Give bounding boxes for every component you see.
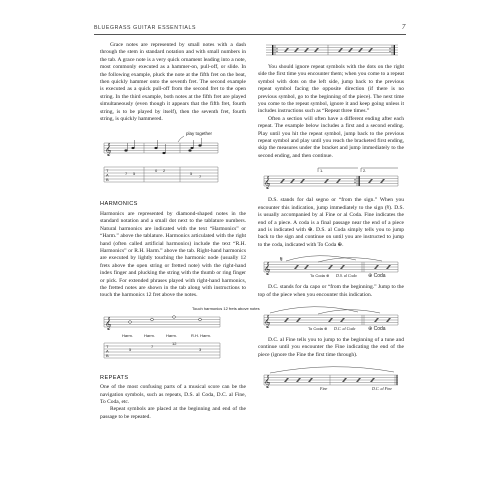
running-head — [94, 24, 406, 34]
ds-paragraph: D.S. stands for dal segno or “from the sign.” When you encounter this indication, jump immediately to the sign (𝄋). D.S. is usually accompanied by al Fine or al Coda. Fine indicates the end of a piece. A coda is a final passage near the end of a piece and is indicated with ⊕. D.S. al Coda simply tells you to jump back to the sign and continue on until you are instructed to jump to the coda, indicated with To Coda ⊕. — [258, 197, 404, 248]
treble-clef-icon: 𝄞 — [105, 317, 112, 330]
tab-letter-b: B — [106, 177, 109, 183]
dc-al-fine-notation — [258, 363, 404, 393]
tab-fret: 12 — [172, 340, 177, 346]
annotation-play-together: play together — [186, 131, 213, 137]
ds-al-coda-notation — [258, 252, 404, 280]
endings-example — [258, 164, 404, 194]
coda-jump-arc — [318, 310, 380, 314]
grace-notes-notation — [100, 129, 246, 195]
tab-fret: 7 — [151, 343, 154, 349]
harmonics-paragraph: Harmonics are represented by diamond-shaped notes in the standard notation and a small dot next to the tablature numbers. Natural harmonics are indicated with the text “Harmonics” or “Harm.” above the tablature. Harmonics articulated with the right hand (often called artificial harmonics) include the text “R.H. Harmonics” or R.H. Harm.” above the tab. Right-hand harmonics are executed by lightly touching the harmonic node (usually 12 frets above the open string or fretted note) with the right-hand index finger and plucking the string with the thumb or ring finger or pick. For extended phrases played with right-hand harmonics, the fretted notes are shown in the tab along with instructions to touch the harmonics 12 fret above the notes. — [100, 210, 246, 299]
staff-lines — [264, 375, 398, 385]
repeat-signs-example — [258, 42, 404, 58]
annotation-arrow — [178, 136, 184, 142]
tab-letter-a: A — [106, 172, 109, 178]
staff-lines — [104, 317, 220, 327]
repeat-signs-paragraph: You should ignore repeat symbols with the dots on the right side the first time you encounter them; when you come to a repeat symbol with dots on the left side, jump back to the previous repeat symbol facing the opposite direction (if there is no previous symbol, go to the beginning of the piece). The next time you come to the repeat symbol, ignore it and keep going unless it includes instructions such as “Repeat three times.” — [258, 64, 404, 115]
tab-fret: 7 — [199, 174, 202, 180]
first-ending-label: 1. — [320, 168, 324, 174]
left-column — [100, 42, 260, 421]
repeats-paragraph-2: Repeat symbols are placed at the beginning and end of the passage to be repeated. — [100, 406, 246, 420]
harmonic-label: Harm. — [122, 332, 133, 338]
first-ending-bracket — [318, 168, 358, 172]
treble-clef-icon: 𝄞 — [264, 315, 271, 328]
tab-fret: 7 — [125, 171, 128, 177]
harmonic-label: Harm. — [144, 332, 155, 338]
to-coda-label: To Coda ⊕ — [310, 273, 330, 279]
dc-al-fine-paragraph: D.C. al Fine tells you to jump to the beginning of a tune and continue until you encounter the Fine indicating the end of the piece (ignore the Fine the first time through). — [258, 336, 404, 358]
ds-jump-arc — [286, 256, 356, 261]
dc-paragraph: D.C. stands for da capo or “from the beginning.” Jump to the top of the piece when you encounter this indication. — [258, 284, 404, 298]
second-ending-bracket — [361, 168, 398, 172]
coda-jump-arc — [318, 258, 382, 262]
tab-lines — [104, 340, 220, 358]
tab-letter-t: T — [106, 343, 109, 349]
repeats-heading: REPEATS — [100, 374, 129, 381]
grace-notes-paragraph: Grace notes are represented by small notes with a dash through the stem in standard notation and with small numbers in the tab. A grace note is a very quick ornament leading into a note, most commonly executed as a hammer-on, pull-off, or slide. In the following example, pluck the note at the fifth fret on the beat, then quickly hammer onto the seventh fret. The second example is executed as a quick pull-off from the second fret to the open string. In the third example, both notes at the fifth fret are played simultaneously (even though it appears that the fifth fret, fourth string, is to be played by itself), then the seventh fret, fourth string, is quickly hammered. — [100, 42, 246, 123]
tab-fret: 2 — [163, 168, 166, 174]
dc-al-coda-notation — [258, 303, 404, 333]
endings-paragraph: Often a section will often have a different ending after each repeat. The example below includes a first and a second ending. Play until you hit the repeat symbol, jump back to the previous repeat symbol and play until you reach the bracketed first ending, skip the measures under the bracket and jump immediately to the second ending, and then continue. — [258, 115, 404, 159]
endings-notation — [258, 164, 404, 194]
noteheads — [124, 145, 201, 155]
treble-clef-icon: 𝄞 — [105, 144, 112, 157]
repeats-paragraph-1: One of the most confusing parts of a musical score can be the navigation symbols, such as repeats, D.S. al Coda, D.C. al Fine, To Coda, etc. — [100, 384, 246, 405]
dc-al-fine-label: D.C. al Fine — [372, 386, 392, 392]
coda-label: ⊕ Coda — [368, 325, 386, 332]
to-coda-label: To Coda ⊕ — [308, 325, 328, 331]
harmonic-label: R.H. Harm. — [191, 332, 211, 338]
coda-label: ⊕ Coda — [368, 273, 386, 280]
tab-letter-t: T — [106, 168, 109, 174]
tab-letter-b: B — [106, 352, 109, 358]
ds-al-coda-label: D.S. al Coda — [336, 273, 357, 279]
treble-clef-icon: 𝄞 — [264, 263, 271, 276]
tab-fret: 0 — [155, 168, 158, 174]
annotation-touch-harmonics: Touch harmonics 12 frets above notes — [192, 305, 260, 311]
staff-lines — [104, 143, 218, 153]
harmonics-notation — [100, 305, 260, 371]
ds-al-coda-example — [258, 252, 404, 280]
tab-fret: 3 — [199, 346, 202, 352]
treble-clef-icon: 𝄞 — [264, 177, 271, 190]
harmonic-label: Harm. — [166, 332, 177, 338]
harmonics-example — [100, 305, 260, 371]
staff-lines — [264, 176, 398, 186]
dc-al-coda-label: D.C. al Coda — [334, 325, 356, 331]
fine-label: Fine — [320, 386, 328, 392]
page-number: 7 — [401, 23, 406, 31]
tab-letter-a: A — [106, 348, 109, 354]
grace-notes-example — [100, 129, 246, 195]
dc-al-fine-example — [258, 363, 404, 393]
tab-fret: 5 — [129, 346, 132, 352]
dc-al-coda-example — [258, 303, 404, 333]
treble-clef-icon: 𝄞 — [264, 376, 271, 389]
tab-fret: 5 — [190, 171, 193, 177]
right-column — [258, 42, 404, 393]
segno-icon: 𝄋 — [280, 257, 283, 264]
repeat-signs-notation — [258, 42, 404, 58]
tab-fret: 5 — [133, 171, 136, 177]
header-rule — [94, 34, 406, 35]
second-ending-label: 2. — [363, 168, 367, 174]
harmonics-heading: HARMONICS — [100, 201, 138, 208]
book-title: BLUEGRASS GUITAR ESSENTIALS — [94, 25, 197, 31]
dc-jump-arc — [270, 367, 394, 373]
